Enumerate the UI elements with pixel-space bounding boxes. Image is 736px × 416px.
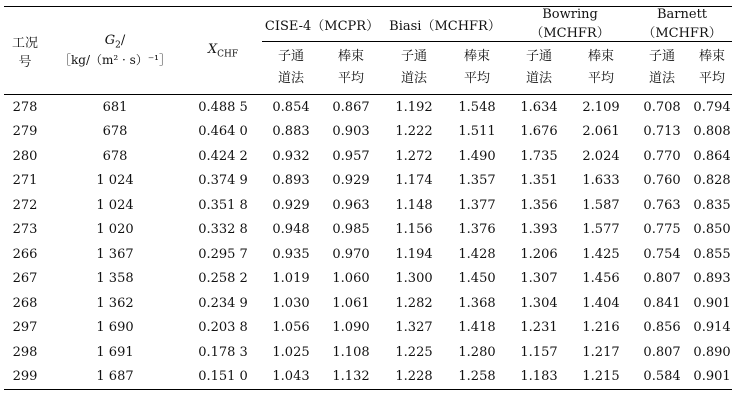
table-cell: 0.178 3 (198, 344, 248, 360)
table-cell: 0.828 (693, 173, 731, 189)
table-cell: 0.914 (693, 320, 731, 336)
table-cell: 0.893 (693, 271, 731, 287)
table-cell: 0.835 (693, 197, 731, 213)
table-cell: 0.854 (272, 99, 310, 115)
table-cell: 0.901 (693, 295, 731, 311)
table-cell: 0.929 (272, 197, 310, 213)
table-cell: 0.932 (272, 148, 310, 164)
table-cell: 1.587 (582, 197, 620, 213)
table-cell: 1 690 (96, 320, 134, 336)
table-cell: 1 362 (96, 295, 134, 311)
table-cell: 0.464 0 (198, 124, 248, 140)
table-cell: 1.060 (332, 271, 370, 287)
header-bundle-average: 棒束 平均 (692, 42, 732, 95)
table-cell: 0.151 0 (184, 365, 262, 390)
table-cell: 0.807 (643, 344, 681, 360)
table-cell: 0.424 2 (198, 148, 248, 164)
table-cell: 1.356 (520, 197, 558, 213)
table-cell: 1.300 (395, 271, 433, 287)
table-cell: 1.280 (458, 344, 496, 360)
table-cell: 1.217 (582, 344, 620, 360)
table-cell: 0.760 (643, 173, 681, 189)
table-cell: 0.893 (272, 173, 310, 189)
table-cell: 1.148 (395, 197, 433, 213)
table-cell: 0.374 9 (198, 173, 248, 189)
table-cell: 1.090 (332, 320, 370, 336)
table-cell: 1.456 (582, 271, 620, 287)
header-subchannel: 子通 道法 (262, 42, 320, 95)
table-cell: 1.548 (458, 99, 496, 115)
table-cell: 0.708 (643, 99, 681, 115)
header-group-bowring: Bowring（MCHFR） (508, 7, 632, 42)
table-cell: 1 024 (96, 173, 134, 189)
table-cell: 1.156 (395, 222, 433, 238)
table-cell: 1 358 (96, 271, 134, 287)
table-cell: 1.376 (458, 222, 496, 238)
table-cell: 681 (102, 99, 128, 115)
table-cell: 1.418 (458, 320, 496, 336)
table-row (4, 316, 732, 341)
table-row (4, 218, 732, 243)
header-group-cise4: CISE-4（MCPR） (262, 7, 382, 42)
table-cell: 1.108 (332, 344, 370, 360)
table-cell: 1.222 (395, 124, 433, 140)
table-cell: 1.225 (395, 344, 433, 360)
table-cell: 1.183 (508, 365, 570, 390)
table-cell: 0.258 2 (198, 271, 248, 287)
table-cell: 1.450 (458, 271, 496, 287)
table-row (4, 193, 732, 218)
table-cell: 0.957 (332, 148, 370, 164)
header-case-line1: 工况 (11, 35, 38, 51)
header-case (4, 7, 46, 95)
table-cell: 2.024 (582, 148, 620, 164)
table-cell: 0.970 (332, 246, 370, 262)
table-cell: 0.488 5 (198, 99, 248, 115)
table-cell: 0.864 (693, 148, 731, 164)
table-cell: 1.377 (458, 197, 496, 213)
table-cell: 0.234 9 (198, 295, 248, 311)
table-row (4, 242, 732, 267)
table-cell: 1 691 (96, 344, 134, 360)
header-group-barnett: Barnett（MCHFR） (632, 7, 732, 42)
table-cell: 280 (12, 148, 38, 164)
table-cell: 297 (12, 320, 38, 336)
table-cell: 272 (12, 197, 38, 213)
table-cell: 266 (12, 246, 38, 262)
table-cell: 1 367 (96, 246, 134, 262)
table-cell: 1.258 (446, 365, 508, 390)
header-bundle-average: 棒束 平均 (570, 42, 632, 95)
table-cell: 1.511 (458, 124, 496, 140)
table-cell: 0.808 (693, 124, 731, 140)
table-cell: 1 020 (96, 222, 134, 238)
table-body (4, 95, 732, 390)
table-cell: 0.929 (332, 173, 370, 189)
table-cell: 0.770 (643, 148, 681, 164)
table-cell: 1.633 (582, 173, 620, 189)
table-row (4, 340, 732, 365)
table-cell: 1 687 (46, 365, 184, 390)
table-cell: 299 (4, 365, 46, 390)
table-cell: 678 (102, 124, 128, 140)
table-row (4, 291, 732, 316)
table-cell: 273 (12, 222, 38, 238)
table-cell: 1.231 (520, 320, 558, 336)
header-bundle-average: 棒束 平均 (446, 42, 508, 95)
table-cell: 1.282 (395, 295, 433, 311)
table-cell: 0.295 7 (198, 246, 248, 262)
table-cell: 2.109 (582, 99, 620, 115)
header-group-biasi: Biasi（MCHFR） (382, 7, 508, 42)
table-cell: 1.634 (520, 99, 558, 115)
table-cell: 1.061 (332, 295, 370, 311)
table-cell: 1.735 (520, 148, 558, 164)
table-cell: 1.025 (272, 344, 310, 360)
table-cell: 1.577 (582, 222, 620, 238)
table-cell: 0.351 8 (198, 197, 248, 213)
table-cell: 1.228 (382, 365, 446, 390)
table-cell: 0.203 8 (198, 320, 248, 336)
table-cell: 1.351 (520, 173, 558, 189)
table-cell: 271 (12, 173, 38, 189)
table-cell: 0.867 (332, 99, 370, 115)
table-row (4, 95, 732, 120)
header-subchannel: 子通 道法 (508, 42, 570, 95)
table-cell: 2.061 (582, 124, 620, 140)
table-cell: 678 (102, 148, 128, 164)
table-cell: 0.763 (643, 197, 681, 213)
table-cell: 1.056 (272, 320, 310, 336)
table-cell: 1.043 (262, 365, 320, 390)
table-row (4, 169, 732, 194)
table-cell: 298 (12, 344, 38, 360)
table-cell: 1.174 (395, 173, 433, 189)
table-cell: 1.490 (458, 148, 496, 164)
table-cell: 1.307 (520, 271, 558, 287)
chf-comparison-table (4, 6, 732, 390)
table-cell: 0.794 (693, 99, 731, 115)
header-bundle-average: 棒束 平均 (320, 42, 382, 95)
table-cell: 0.775 (643, 222, 681, 238)
table-cell: 1.357 (458, 173, 496, 189)
header-case-line2: 号 (18, 54, 32, 70)
table-cell: 0.890 (693, 344, 731, 360)
header-g2: $G_2/$ ［kg/（m² · s）⁻¹］ (46, 7, 184, 95)
table-cell: 1.132 (320, 365, 382, 390)
table-cell: 0.903 (332, 124, 370, 140)
table-cell: 1.194 (395, 246, 433, 262)
table-cell: 0.850 (693, 222, 731, 238)
table-cell: 0.855 (693, 246, 731, 262)
table-cell: 278 (12, 99, 38, 115)
table-cell: 0.901 (692, 365, 732, 390)
table-cell: 1.019 (272, 271, 310, 287)
header-subchannel: 子通 道法 (382, 42, 446, 95)
table-cell: 1.676 (520, 124, 558, 140)
header-g2-unit: ［kg/（m² · s）⁻¹］ (59, 52, 171, 67)
table-cell: 1 024 (96, 197, 134, 213)
table-cell: 267 (12, 271, 38, 287)
header-xchf: $X_{CHF}$ (184, 7, 262, 95)
table-row (4, 365, 732, 390)
table-cell: 0.841 (643, 295, 681, 311)
table-cell: 0.948 (272, 222, 310, 238)
table-cell: 1.404 (582, 295, 620, 311)
table-cell: 0.883 (272, 124, 310, 140)
table-cell: 0.935 (272, 246, 310, 262)
header-row-groups (4, 7, 732, 42)
table-row (4, 120, 732, 145)
table-cell: 0.754 (643, 246, 681, 262)
table-cell: 1.206 (520, 246, 558, 262)
table-header (4, 7, 732, 95)
table-cell: 1.425 (582, 246, 620, 262)
table-cell: 1.216 (582, 320, 620, 336)
table-cell: 279 (12, 124, 38, 140)
table-cell: 1.272 (395, 148, 433, 164)
table-cell: 0.807 (643, 271, 681, 287)
table-cell: 0.856 (643, 320, 681, 336)
table-cell: 1.215 (570, 365, 632, 390)
header-g2-symbol: $G_2$ (104, 33, 121, 51)
table-row (4, 144, 732, 169)
table-cell: 0.963 (332, 197, 370, 213)
table-cell: 1.304 (520, 295, 558, 311)
table-cell: 1.327 (395, 320, 433, 336)
table-cell: 1.428 (458, 246, 496, 262)
table-row (4, 267, 732, 292)
table-cell: 0.584 (632, 365, 692, 390)
header-subchannel: 子通 道法 (632, 42, 692, 95)
table-cell: 0.332 8 (198, 222, 248, 238)
table-cell: 0.985 (332, 222, 370, 238)
table-cell: 1.030 (272, 295, 310, 311)
table-cell: 268 (12, 295, 38, 311)
table-cell: 1.393 (520, 222, 558, 238)
table-cell: 0.713 (643, 124, 681, 140)
table-cell: 1.192 (395, 99, 433, 115)
table-cell: 1.157 (520, 344, 558, 360)
table-cell: 1.368 (458, 295, 496, 311)
